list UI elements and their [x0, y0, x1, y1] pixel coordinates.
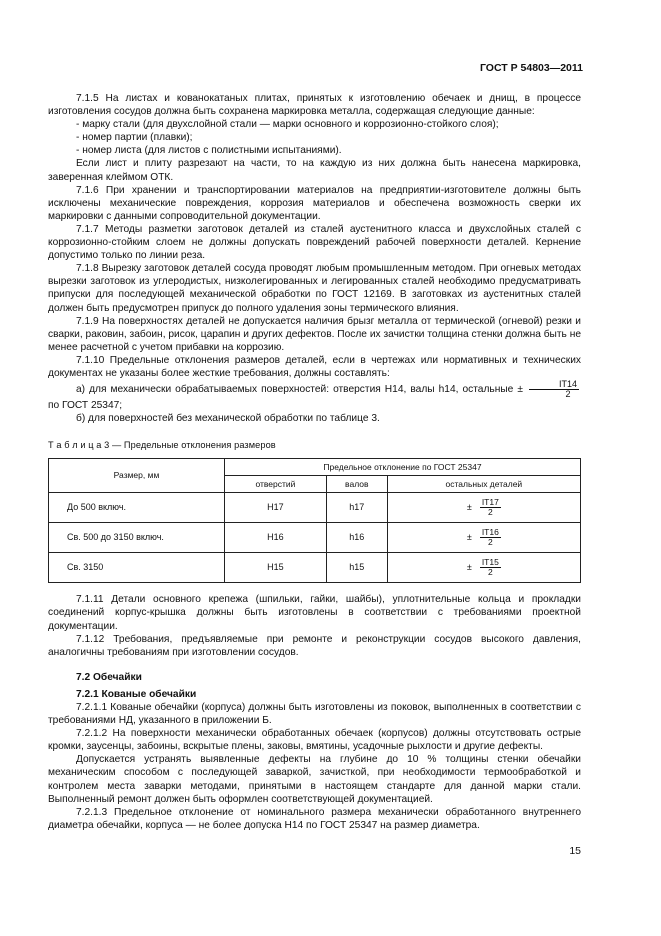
- cell-holes: H17: [225, 493, 327, 523]
- table-row: [49, 493, 581, 523]
- page-number: 15: [569, 845, 581, 857]
- paragraph-7-1-8: 7.1.8 Вырезку заготовок деталей сосуда проводят любым промышленным методом. При огневых методах вырезки заготовок из углеродистых, низколегированных и легированных сталей необходимо предусматривать припуски для последующей механической обработки по ГОСТ 12169. В заготовках из аустенитных сталей должен быть предусмотрен припуск до полного удаления зоны термического влияния.: [48, 263, 581, 314]
- fraction-numerator: IT14: [529, 380, 579, 390]
- fraction-denominator: 2: [487, 567, 493, 578]
- paragraph-7-1-9: 7.1.9 На поверхностях деталей не допускается наличия брызг металла от термической (огневой) резки и сварки, раковин, забоин, рисок, царапин и других дефектов. После их зачистки толщина стенки должна быть не менее расчетной с учетом прибавки на коррозию.: [48, 315, 581, 353]
- fraction-numerator: IT17: [481, 497, 499, 508]
- fraction-denominator: 2: [565, 389, 571, 400]
- cell-other: [387, 553, 580, 583]
- item-a: [48, 380, 581, 412]
- paragraph-7-1-10: 7.1.10 Предельные отклонения размеров деталей, если в чертежах или нормативных и технических документах не указаны более жесткие требования, должны составлять:: [48, 354, 581, 379]
- fraction-numerator: IT15: [481, 557, 499, 568]
- table-caption: Т а б л и ц а 3 — Предельные отклонения размеров: [48, 440, 276, 451]
- paragraph-7-1-12: 7.1.12 Требования, предъявляемые при ремонте и реконструкции сосудов высокого давления, аналогичны требованиям при изготовлении сосудов.: [48, 633, 581, 658]
- cell-other: [387, 493, 580, 523]
- list-item: - номер листа (для листов с полистными испытаниями).: [76, 145, 342, 157]
- fraction: [529, 380, 579, 399]
- list-item: - номер партии (плавки);: [76, 132, 193, 144]
- page-content: [48, 92, 581, 832]
- paragraph-7-2-1-3: 7.2.1.3 Предельное отклонение от номинального размера механически обработанного внутреннего диаметра обечайки, корпуса — не более допуска H14 по ГОСТ 25347 на размер диаметра.: [48, 806, 581, 831]
- fraction: [480, 498, 501, 517]
- paragraph-7-1-5: 7.1.5 На листах и кованокатаных плитах, принятых к изготовлению обечаек и днищ, в процессе изготовления сосудов должна быть сохранена маркировка металла, содержащая следующие данные:: [48, 93, 581, 118]
- header-group: Предельное отклонение по ГОСТ 25347: [225, 459, 581, 476]
- cell-shafts: h16: [326, 523, 387, 553]
- cell-holes: H16: [225, 523, 327, 553]
- paragraph-7-2-1-1: 7.2.1.1 Кованые обечайки (корпуса) должны быть изготовлены из поковок, выполненных в соответствии с требованиями НД, указанного в приложении Б.: [48, 702, 581, 727]
- cell-size: До 500 включ.: [49, 493, 225, 523]
- paragraph: Допускается устранять выявленные дефекты на глубине до 10 % толщины стенки обечайки механическим способом с последующей заваркой, зачисткой, при необходимости термообработкой и контролем места заварки методами, принятыми в настоящем стандарте для данной марки стали. Выполненный ремонт должен быть оформлен соответствующей документацией.: [48, 754, 581, 805]
- fraction-numerator: IT16: [481, 527, 499, 538]
- cell-shafts: h17: [326, 493, 387, 523]
- plus-minus: ±: [466, 532, 472, 543]
- item-a-text: а) для механически обрабатываемых поверхностей: отверстия H14, валы h14, остальные ±: [76, 384, 523, 396]
- fraction-denominator: 2: [487, 537, 493, 548]
- header-other: остальных деталей: [387, 476, 580, 493]
- header-holes: отверстий: [225, 476, 327, 493]
- cell-shafts: h15: [326, 553, 387, 583]
- paragraph: Если лист и плиту разрезают на части, то на каждую из них должна быть нанесена маркировка, заверенная клеймом ОТК.: [48, 158, 581, 183]
- plus-minus: ±: [466, 562, 472, 573]
- item-b: б) для поверхностей без механической обработки по таблице 3.: [76, 413, 380, 425]
- list-item: - марку стали (для двухслойной стали — марки основного и коррозионно-стойкого слоя);: [76, 119, 499, 131]
- header-size: Размер, мм: [49, 459, 225, 493]
- cell-size: Св. 500 до 3150 включ.: [49, 523, 225, 553]
- paragraph-7-2-1-2: 7.2.1.2 На поверхности механически обработанных обечаек (корпусов) должны отсутствовать острые кромки, заусенцы, забоины, вскрытые плены, заковы, вмятины, усадочные рыхлости и другие дефекты.: [48, 728, 581, 753]
- section-heading: 7.2 Обечайки: [76, 671, 142, 683]
- item-a-suffix: по ГОСТ 25347;: [48, 400, 123, 412]
- cell-holes: H15: [225, 553, 327, 583]
- subsection-heading: 7.2.1 Кованые обечайки: [76, 688, 197, 700]
- fraction-denominator: 2: [487, 507, 493, 518]
- document-header: ГОСТ Р 54803—2011: [479, 62, 583, 74]
- paragraph-7-1-6: 7.1.6 При хранении и транспортировании материалов на предприятии-изготовителе должны быть исключены механические повреждения, коррозия материалов и обеспечена возможность сверки их маркировки с данными сопроводительной документации.: [48, 184, 581, 222]
- cell-size: Св. 3150: [49, 553, 225, 583]
- table-row: [49, 553, 581, 583]
- fraction: [480, 558, 501, 577]
- header-shafts: валов: [326, 476, 387, 493]
- paragraph-7-1-11: 7.1.11 Детали основного крепежа (шпильки, гайки, шайбы), уплотнительные кольца и прокладки соединений корпус-крышка должны быть изготовлены в соответствии с требованиями проектной документации.: [48, 594, 581, 632]
- tolerance-table: [48, 458, 581, 583]
- fraction: [480, 528, 501, 547]
- table-row: [49, 523, 581, 553]
- cell-other: [387, 523, 580, 553]
- paragraph-7-1-7: 7.1.7 Методы разметки заготовок деталей из сталей аустенитного класса и двухслойных сталей с коррозионно-стойким слоем не должны допускать повреждений рабочей поверхности деталей. Кернение допустимо только по линии реза.: [48, 223, 581, 262]
- plus-minus: ±: [466, 502, 472, 513]
